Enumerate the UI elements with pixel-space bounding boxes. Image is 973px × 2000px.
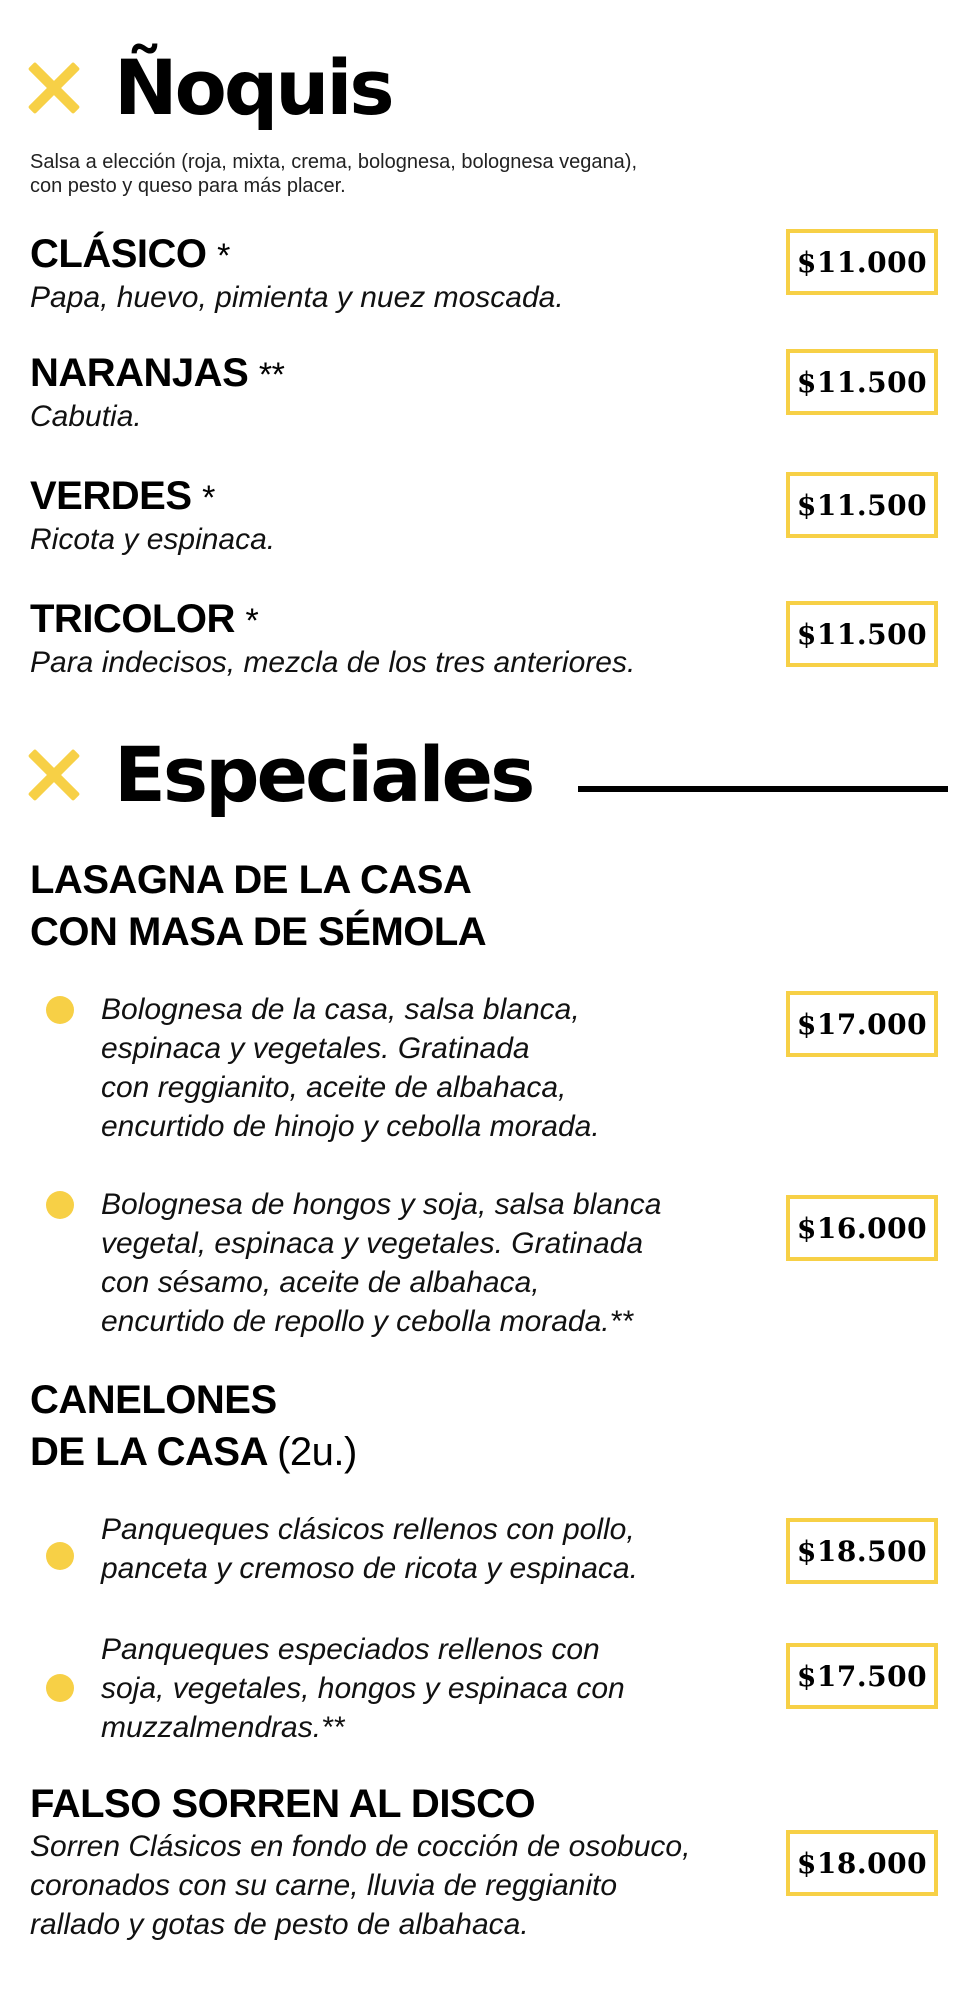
price-tag-clasico: $11.000 <box>786 229 938 295</box>
item-desc-clasico: Papa, huevo, pimienta y nuez moscada. <box>30 281 564 314</box>
item-name-tricolor: TRICOLOR * <box>30 597 259 641</box>
especiales-header <box>28 730 533 819</box>
lasagna-option-1: Bolognesa de la casa, salsa blanca, espinaca y vegetales. Gratinada con reggianito, aceite de albahaca, encurtido de hinojo y cebolla morada. <box>101 993 600 1143</box>
item-desc-verdes: Ricota y espinaca. <box>30 523 276 556</box>
bullet-icon <box>46 1674 74 1702</box>
price-tag-canelones-1: $18.500 <box>786 1518 938 1584</box>
bullet-icon <box>46 1542 74 1570</box>
x-mark-icon <box>28 62 80 114</box>
item-desc-naranjas: Cabutia. <box>30 400 142 433</box>
lasagna-name: LASAGNA DE LA CASA CON MASA DE SÉMOLA <box>30 858 487 954</box>
intro-line: con pesto y queso para más placer. <box>30 175 346 197</box>
x-mark-icon <box>28 749 80 801</box>
item-name-naranjas: NARANJAS ** <box>30 351 285 395</box>
item-name-clasico: CLÁSICO * <box>30 232 230 276</box>
lasagna-option-2: Bolognesa de hongos y soja, salsa blanca vegetal, espinaca y vegetales. Gratinada con sésamo, aceite de albahaca, encurtido de repollo y cebolla morada.** <box>101 1188 662 1338</box>
item-name-verdes: VERDES * <box>30 474 215 518</box>
price-tag-sorren: $18.000 <box>786 1830 938 1896</box>
price-tag-naranjas: $11.500 <box>786 349 938 415</box>
intro-line: Salsa a elección (roja, mixta, crema, bolognesa, bolognesa vegana), <box>30 151 638 173</box>
especiales-title: Especiales <box>114 730 533 819</box>
noquis-header <box>28 43 392 132</box>
noquis-title: Ñoquis <box>114 43 392 132</box>
canelones-option-2: Panqueques especiados rellenos con soja, vegetales, hongos y espinaca con muzzalmendras.** <box>101 1633 625 1744</box>
price-tag-tricolor: $11.500 <box>786 601 938 667</box>
canelones-option-1: Panqueques clásicos rellenos con pollo, panceta y cremoso de ricota y espinaca. <box>101 1513 638 1585</box>
bullet-icon <box>46 1191 74 1219</box>
item-desc-tricolor: Para indecisos, mezcla de los tres anteriores. <box>30 646 636 679</box>
price-tag-verdes: $11.500 <box>786 472 938 538</box>
noquis-intro <box>30 150 637 198</box>
canelones-name: CANELONES DE LA CASA (2u.) <box>30 1378 357 1474</box>
header-rule <box>578 786 948 792</box>
bullet-icon <box>46 996 74 1024</box>
price-tag-lasagna-2: $16.000 <box>786 1195 938 1261</box>
price-tag-lasagna-1: $17.000 <box>786 991 938 1057</box>
price-tag-canelones-2: $17.500 <box>786 1643 938 1709</box>
sorren-name: FALSO SORREN AL DISCO <box>30 1782 536 1826</box>
sorren-desc: Sorren Clásicos en fondo de cocción de osobuco, coronados con su carne, lluvia de reggianito rallado y gotas de pesto de albahaca. <box>30 1830 691 1941</box>
